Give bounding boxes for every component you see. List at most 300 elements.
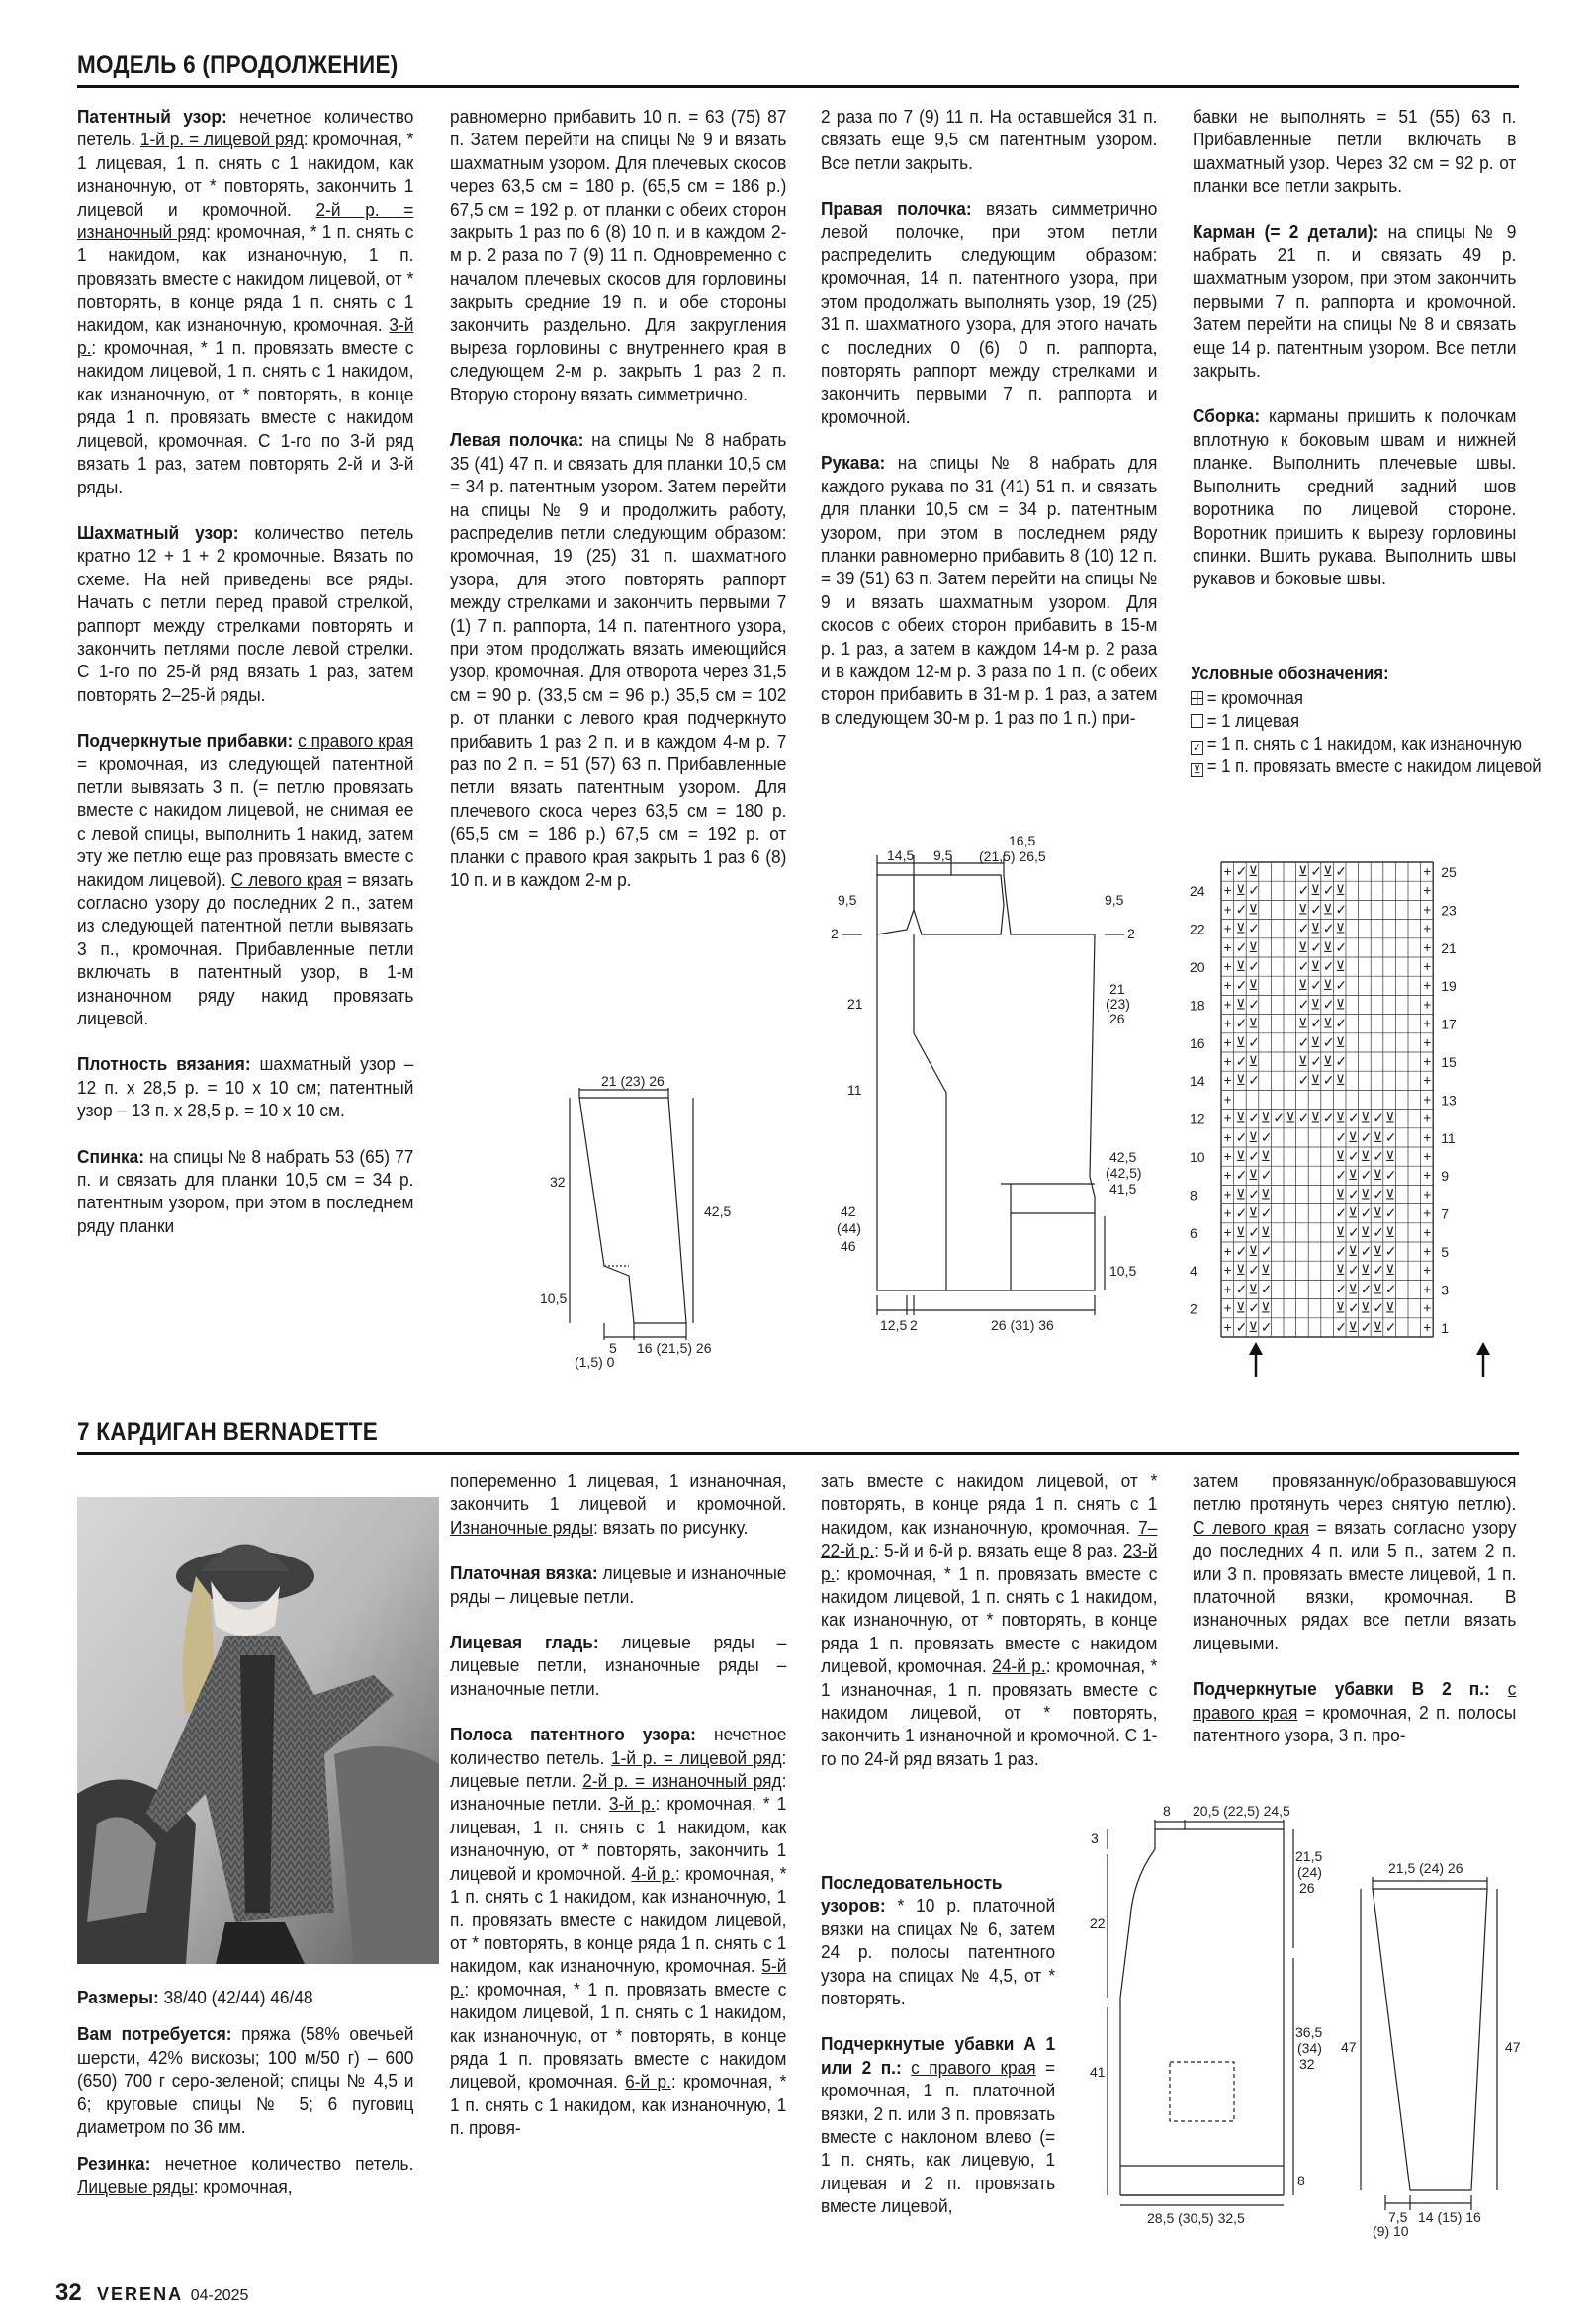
chart-edge-symbol: + [1423,1148,1432,1164]
sleeve1-bottom-b: 16 (21,5) 26 [637,1340,712,1356]
chart-stitch-symbol: ⊻ [1235,1148,1246,1164]
chart-stitch-symbol: ⊻ [1360,1110,1371,1126]
chart-row-label-right: 17 [1441,1016,1457,1032]
chart-stitch-symbol: ✓ [1260,1167,1273,1184]
chart-stitch-symbol: ⊻ [1373,1128,1383,1145]
chart-stitch-symbol: ✓ [1348,1186,1360,1202]
chart-stitch-symbol: ⊻ [1322,901,1334,918]
chart-edge-symbol: + [1223,938,1232,955]
front-r9: 10,5 [1109,1263,1137,1279]
chart-stitch-symbol: ⊻ [1360,1299,1371,1316]
chart-stitch-symbol: ⊻ [1248,1204,1259,1221]
chart-stitch-symbol: ⊻ [1384,1223,1396,1240]
chart-stitch-symbol: ✓ [1360,1167,1373,1184]
chart-stitch-symbol: ⊻ [1335,1299,1346,1316]
edge-stitch-icon [1191,691,1203,705]
chart-stitch-symbol: ✓ [1297,958,1310,974]
chart-row-label-right: 23 [1441,902,1457,919]
legend-item-slip: ✓ = 1 п. снять с 1 накидом, как изнаночную [1191,733,1542,756]
cs-left: 47 [1341,2039,1357,2055]
chart-stitch-symbol: ⊻ [1373,1281,1383,1297]
page-number: 32 [55,2279,82,2306]
front-t2: 9,5 [933,847,953,863]
chart-edge-symbol: + [1223,901,1232,918]
chart-stitch-symbol: ✓ [1348,1148,1360,1164]
cardigan-sleeve-schematic [1341,1859,1578,2255]
front-b2: 2 [910,1317,918,1333]
chart-stitch-symbol: ✓ [1348,1110,1360,1126]
chart-stitch-symbol: ✓ [1248,1110,1260,1126]
chart-edge-symbol: + [1423,901,1432,918]
chart-stitch-symbol: ⊻ [1297,901,1308,918]
sleeve1-right-label: 42,5 [704,1203,732,1219]
s2-column-2: попеременно 1 лицевая, 1 изнаночная, закончить 1 лицевой и кромочной. Изнаночные ряды: вязать по рисунку. Платочная вязка: лицевые и изнаночные ряды – лицевые петли. Лицевая гладь: лицевые ряды – лицевые петли, изнаночные ряды – изнаночные петли. Полоса патентного узора: нечетное количество петель. 1-й р. = лицевой ряд: лицевые петли. 2-й р. = изнаночный ряд: изнаночные петли. 3-й р.: кромочная, * 1 лицевая, 1 п. снять с 1 накидом, как изнаночную, от * повторять, закончить 1 лицевой и кромочной. 4-й р.: кромочная, * 1 п. снять с 1 накидом, как изнаночную, 1 п. провязать вместе с накидом лицевой, от * повторять, в конце ряда 1 п. снять с 1 накидом, как изнаночную, кромочная. 5-й р.: кромочная, * 1 п. провязать вместе с накидом лицевой, 1 п. снять с 1 накидом, как изнаночную, от * повторять, в конце ряда 1 п. провязать вместе с накидом лицевой, кромочная. 6-й р.: кромочная, * 1 п. снять с 1 накидом, как изнаночную, 1 п. провя- [450,1470,787,2139]
cf-r2: (24) [1297,1864,1322,1880]
s2-column-3-top: зать вместе с накидом лицевой, от * повторять, в конце ряда 1 п. снять с 1 накидом, как изнаночную, кромочная. 7–22-й р.: 5-й и 6-й р. вязать еще 8 раз. 23-й р.: кромочная, * 1 п. провязать вместе с накидом лицевой, 1 п. снять с 1 накидом, как изнаночную, от * повторять, в конце ряда 1 п. провязать вместе с накидом лицевой, кромочная. 24-й р.: кромочная, * 1 изнаночная, 1 п. провязать вместе с накидом лицевой, от * повторять, закончить 1 изнаночной и кромочной. С 1-го по 24-й ряд вязать 1 раз. [821,1470,1158,1769]
chart-stitch-symbol: ⊻ [1260,1262,1272,1279]
chart-stitch-symbol: ⊻ [1310,920,1321,936]
chart-stitch-symbol: ✓ [1248,1033,1260,1050]
chart-edge-symbol: + [1223,1204,1232,1221]
chart-stitch-symbol: ⊻ [1348,1167,1359,1184]
cf-r3: 26 [1299,1880,1315,1896]
chart-stitch-symbol: ⊻ [1348,1128,1359,1145]
chart-stitch-symbol: ⊻ [1248,938,1259,955]
chart-stitch-symbol: ✓ [1335,1167,1348,1184]
section2-rule [77,1452,1519,1455]
chart-stitch-symbol: ⊻ [1348,1243,1359,1259]
chart-stitch-symbol: ✓ [1297,996,1310,1013]
sleeve1-bottom-c: (1,5) 0 [575,1354,615,1370]
chart-stitch-symbol: ⊻ [1373,1204,1383,1221]
chart-edge-symbol: + [1223,1281,1232,1297]
front-r6: 42,5 [1109,1149,1137,1165]
chart-stitch-symbol: ⊻ [1297,1015,1308,1031]
chart-stitch-symbol: ⊻ [1260,1186,1272,1202]
chart-stitch-symbol: ⊻ [1373,1318,1383,1335]
chart-stitch-symbol: ⊻ [1260,1299,1272,1316]
cf-t1: 8 [1163,1803,1171,1819]
front-l7: 46 [841,1238,856,1254]
issue: 04-2025 [190,2287,249,2304]
chart-stitch-symbol: ⊻ [1235,1110,1246,1126]
chart-stitch-symbol: ✓ [1335,938,1348,955]
chart-stitch-symbol: ✓ [1235,1167,1248,1184]
chart-stitch-symbol: ⊻ [1260,1223,1272,1240]
cf-r7: 8 [1297,2173,1305,2188]
front-t4: (21,5) 26,5 [979,848,1046,864]
cf-b1: 28,5 (30,5) 32,5 [1147,2210,1245,2226]
front-r1: 9,5 [1105,892,1124,908]
chart-stitch-symbol: ✓ [1322,1033,1335,1050]
chart-stitch-symbol: ✓ [1335,1015,1348,1031]
arrow-head-1 [1249,1342,1263,1355]
chart-stitch-symbol: ✓ [1260,1243,1273,1259]
chart-edge-symbol: + [1423,1204,1432,1221]
chart-edge-symbol: + [1423,1318,1432,1335]
chart-stitch-symbol: ⊻ [1248,1318,1259,1335]
chart-stitch-symbol: ✓ [1235,1204,1248,1221]
chart-stitch-symbol: ⊻ [1373,1243,1383,1259]
chart-edge-symbol: + [1223,1091,1232,1108]
front-l2: 2 [831,926,839,941]
cs-b1: 7,5 [1388,2209,1408,2225]
chart-stitch-symbol: ⊻ [1322,1053,1334,1069]
chart-stitch-symbol: ✓ [1235,1243,1248,1259]
chart-stitch-symbol: ⊻ [1310,882,1321,899]
page-footer [55,2279,248,2307]
chart-edge-symbol: + [1223,1243,1232,1259]
cf-l1: 3 [1091,1830,1099,1846]
chart-edge-symbol: + [1223,1223,1232,1240]
chart-stitch-symbol: ✓ [1310,1015,1322,1031]
chart-stitch-symbol: ✓ [1322,1110,1335,1126]
chart-stitch-symbol: ⊻ [1248,901,1259,918]
chart-stitch-symbol: ⊻ [1335,920,1346,936]
chart-edge-symbol: + [1423,863,1432,879]
chart-stitch-symbol: ⊻ [1235,920,1246,936]
chart-stitch-symbol: ✓ [1248,882,1260,899]
cs-top: 21,5 (24) 26 [1388,1860,1463,1876]
cardigan-front-schematic [1086,1800,1323,2255]
chart-stitch-symbol: ✓ [1335,1128,1348,1145]
chart-stitch-symbol: ⊻ [1322,938,1334,955]
legend-item-knit: = 1 лицевая [1191,710,1542,733]
chart-edge-symbol: + [1423,1281,1432,1297]
cf-l3: 41 [1090,2064,1106,2080]
chart-stitch-symbol: ⊻ [1384,1186,1396,1202]
cs-b2: (9) 10 [1373,2223,1409,2239]
chart-stitch-symbol: ⊻ [1335,1186,1346,1202]
chart-stitch-symbol: ✓ [1335,863,1348,879]
chart-row-label-right: 7 [1441,1205,1449,1222]
chart-stitch-symbol: ⊻ [1335,1262,1346,1279]
chart-edge-symbol: + [1223,882,1232,899]
chart-row-label-right: 25 [1441,864,1457,880]
chart-edge-symbol: + [1423,882,1432,899]
chart-stitch-symbol: ✓ [1360,1204,1373,1221]
cf-r5: (34) [1297,2040,1322,2056]
chart-stitch-symbol: ✓ [1373,1186,1384,1202]
front-r7: (42,5) [1106,1165,1142,1181]
chart-edge-symbol: + [1423,1053,1432,1069]
chart-stitch-symbol: ✓ [1335,1243,1348,1259]
chart-stitch-symbol: ⊻ [1348,1318,1359,1335]
chart-stitch-symbol: ✓ [1348,1299,1360,1316]
chart-stitch-symbol: ⊻ [1297,863,1308,879]
chart-stitch-symbol: ✓ [1373,1299,1384,1316]
chart-edge-symbol: + [1423,1262,1432,1279]
chart-edge-symbol: + [1223,1015,1232,1031]
chart-stitch-symbol: ⊻ [1235,996,1246,1013]
column-1: Патентный узор: нечетное количество петель. 1-й р. = лицевой ряд: кромочная, * 1 лицевая, 1 п. снять с 1 накидом, как изнаночную, от * повторять, закончить 1 лицевой и кромочной. 2-й р. = изнаночный ряд: кромочная, * 1 п. снять с 1 накидом, как изнаночную, 1 п. провязать вместе с накидом лицевой, от * повторять, в конце ряда 1 п. снять с 1 накидом, как изнаночную, кромочная. 3-й р.: кромочная, * 1 п. провязать вместе с накидом лицевой, 1 п. снять с 1 накидом, как изнаночную, от * повторять, в конце ряда 1 п. провязать вместе с накидом лицевой, кромочная. С 1-го по 3-й ряд вязать 1 раз, затем повторять 2-й и 3-й ряды. Шахматный узор: количество петель кратно 12 + 1 + 2 кромочные. Вязать по схеме. На ней приведены все ряды. Начать с петли перед правой стрелкой, раппорт между стрелками повторять и закончить петлями после левой стрелки. С 1-го по 25-й ряд вязать 1 раз, затем повторять 2–25-й ряды. Подчеркнутые прибавки: с правого края = кромочная, из следующей патентной петли вывязать 3 п. (= петлю провязать вместе с накидом лицевой, не снимая ее с левой спицы, выполнить 1 накид, затем эту же петлю еще раз провязать вместе с накидом лицевой). С левого края = вязать согласно узору до последних 2 п., затем из следующей патентной петли вывязать 3 п., кромочная. Прибавленные петли включать в патентный узор, в 1-м изнаночном ряду накид провязать лицевой. Плотность вязания: шахматный узор – 12 п. х 28,5 р. = 10 х 10 см; патентный узор – 13 п. х 28,5 р. = 10 х 10 см. Спинка: на спицы № 8 набрать 53 (65) 77 п. и связать для планки 10,5 см = 34 р. патентным узором, при этом в последнем ряду планки [77,106,414,1236]
chart-stitch-symbol: ⊻ [1384,1110,1396,1126]
model-photo [77,1497,439,1964]
chart-edge-symbol: + [1223,1128,1232,1145]
chart-stitch-symbol: ✓ [1310,1053,1322,1069]
chart-row-label-right: 5 [1441,1244,1449,1260]
chart-stitch-symbol: ✓ [1273,1110,1286,1126]
chart-row-label-left: 4 [1190,1263,1197,1280]
chart-stitch-symbol: ⊻ [1248,1128,1259,1145]
chart-stitch-symbol: ⊻ [1248,1281,1259,1297]
knit-together-icon: ⊻ [1191,763,1203,777]
legend-item-edge: = кромочная [1191,687,1542,710]
chart-stitch-symbol: ✓ [1360,1281,1373,1297]
chart-row-label-left: 16 [1190,1034,1205,1051]
chart-stitch-symbol: ✓ [1322,996,1335,1013]
chart-stitch-symbol: ✓ [1322,1072,1335,1089]
chart-stitch-symbol: ✓ [1384,1204,1397,1221]
front-r4: (23) [1106,996,1130,1012]
chart-edge-symbol: + [1223,1033,1232,1050]
sleeve1-top-label: 21 (23) 26 [601,1073,665,1089]
front-t1: 14,5 [887,847,915,863]
chart-stitch-symbol: ✓ [1322,882,1335,899]
chart-stitch-symbol: ⊻ [1297,977,1308,994]
chart-stitch-symbol: ⊻ [1248,863,1259,879]
chart-stitch-symbol: ✓ [1360,1318,1373,1335]
chart-stitch-symbol: ✓ [1235,863,1248,879]
chart-stitch-symbol: ✓ [1235,901,1248,918]
chart-stitch-symbol: ✓ [1335,1053,1348,1069]
chart-stitch-symbol: ⊻ [1310,1110,1321,1126]
chart-stitch-symbol: ⊻ [1310,1033,1321,1050]
chart-stitch-symbol: ⊻ [1248,977,1259,994]
chart-edge-symbol: + [1223,1167,1232,1184]
chart-edge-symbol: + [1423,1091,1432,1108]
chart-stitch-symbol: ✓ [1297,882,1310,899]
chart-edge-symbol: + [1223,958,1232,974]
chart-row-label-left: 24 [1190,883,1205,900]
chart-row-label-right: 13 [1441,1092,1457,1109]
chart-row-label-left: 10 [1190,1149,1205,1165]
chart-stitch-symbol: ⊻ [1322,977,1334,994]
chart-stitch-symbol: ⊻ [1384,1262,1396,1279]
chart-stitch-symbol: ⊻ [1286,1110,1296,1126]
front-r5: 26 [1109,1011,1125,1026]
section-title-model6: МОДЕЛЬ 6 (ПРОДОЛЖЕНИЕ) [77,51,399,79]
chart-stitch-symbol: ✓ [1248,1262,1260,1279]
chart-edge-symbol: + [1423,958,1432,974]
chart-edge-symbol: + [1223,1318,1232,1335]
chart-stitch-symbol: ⊻ [1335,882,1346,899]
chart-stitch-symbol: ✓ [1335,1318,1348,1335]
chart-stitch-symbol: ⊻ [1235,1072,1246,1089]
chart-stitch-symbol: ⊻ [1248,1243,1259,1259]
chart-stitch-symbol: ✓ [1248,958,1260,974]
chart-row-label-right: 9 [1441,1168,1449,1185]
chart-stitch-symbol: ⊻ [1235,1223,1246,1240]
chart-stitch-symbol: ⊻ [1310,958,1321,974]
chart-edge-symbol: + [1223,1262,1232,1279]
chart-stitch-symbol: ⊻ [1310,1072,1321,1089]
chart-row-label-left: 12 [1190,1111,1205,1127]
column-4: бавки не выполнять = 51 (55) 63 п. Прибавленные петли включать в шахматный узор. Через 32 см = 92 р. от планки все петли закрыть. Карман (= 2 детали): на спицы № 9 набрать 21 п. и связать 49 р. шахматным узором, при этом закончить первыми 7 п. раппорта и кромочной. Затем перейти на спицы № 8 и связать еще 14 р. патентным узором. Все петли закрыть. Сборка: карманы пришить к полочкам вплотную к боковым швам и нижней планке. Выполнить плечевые швы. Выполнить средний задний шов воротника по лицевой стороне. Воротник пришить к вырезу горловины спинки. Вшить рукава. Выполнить швы рукавов и боковые швы. [1193,106,1517,589]
chart-edge-symbol: + [1423,920,1432,936]
chart-row-label-left: 14 [1190,1073,1205,1090]
chart-stitch-symbol: ⊻ [1360,1223,1371,1240]
chart-stitch-symbol: ✓ [1360,1243,1373,1259]
chart-stitch-symbol: ✓ [1248,1223,1260,1240]
chart-stitch-symbol: ✓ [1260,1128,1273,1145]
front-l3: 21 [847,996,863,1012]
chart-stitch-symbol: ✓ [1260,1204,1273,1221]
front-r8: 41,5 [1109,1181,1137,1197]
chart-edge-symbol: + [1223,1299,1232,1316]
chart-stitch-symbol: ⊻ [1235,1033,1246,1050]
chart-edge-symbol: + [1223,1053,1232,1069]
chart-stitch-symbol: ⊻ [1322,1015,1334,1031]
chart-stitch-symbol: ⊻ [1360,1262,1371,1279]
chart-edge-symbol: + [1423,996,1432,1013]
slip-stitch-icon: ✓ [1191,741,1203,755]
front-l5: 42 [841,1203,856,1219]
chart-stitch-symbol: ✓ [1384,1281,1397,1297]
chart-edge-symbol: + [1423,1072,1432,1089]
cf-r6: 32 [1299,2056,1315,2072]
chart-stitch-symbol: ✓ [1322,920,1335,936]
chart-stitch-symbol: ⊻ [1335,1033,1346,1050]
chart-edge-symbol: + [1423,1243,1432,1259]
s2-column-3-bottom: Последовательность узоров: * 10 р. платочной вязки на спицах № 6, затем 24 р. полосы патентного узора на спицах № 4,5, от * повторять. Подчеркнутые убавки А 1 или 2 п.: с правого края = кромочная, 1 п. платочной вязки, 2 п. или 3 п. провязать вместе с наклоном влево (= 1 п. снять, как лицевую, 1 лицевая и 2 п. провязать вместе лицевой, [821,1872,1056,2217]
legend-item-knit-together: ⊻ = 1 п. провязать вместе с накидом лицевой [1191,756,1542,778]
chart-row-label-left: 2 [1190,1300,1197,1317]
chart-stitch-symbol: ⊻ [1260,1110,1272,1126]
chart-stitch-symbol: ⊻ [1297,1053,1308,1069]
cs-right: 47 [1505,2039,1521,2055]
chart-edge-symbol: + [1423,1167,1432,1184]
chart-stitch-symbol: ✓ [1384,1318,1397,1335]
sleeve1-left-label: 32 [550,1174,566,1190]
chart-stitch-symbol: ✓ [1384,1243,1397,1259]
front-r2: 2 [1127,926,1135,941]
front-b3: 26 (31) 36 [991,1317,1054,1333]
front-t3: 16,5 [1009,833,1036,848]
chart-stitch-symbol: ✓ [1384,1167,1397,1184]
chart-stitch-symbol: ✓ [1335,1204,1348,1221]
chart-edge-symbol: + [1223,1186,1232,1202]
chart-stitch-symbol: ✓ [1348,1223,1360,1240]
chart-stitch-symbol: ✓ [1310,863,1322,879]
cf-r1: 21,5 [1295,1848,1323,1864]
chart-edge-symbol: + [1223,920,1232,936]
chart-stitch-symbol: ✓ [1310,901,1322,918]
chart-stitch-symbol: ✓ [1335,977,1348,994]
chart-row-label-right: 11 [1441,1129,1456,1146]
chart-stitch-symbol: ✓ [1373,1223,1384,1240]
chart-edge-symbol: + [1423,1186,1432,1202]
chart-row-label-left: 18 [1190,997,1205,1014]
chart-stitch-symbol: ✓ [1335,901,1348,918]
chart-stitch-symbol: ⊻ [1335,1072,1346,1089]
sleeve-schematic-1 [540,1073,797,1370]
chart-stitch-symbol: ✓ [1310,938,1322,955]
chart-stitch-symbol: ⊻ [1384,1299,1396,1316]
front-r3: 21 [1109,981,1125,997]
chart-edge-symbol: + [1423,1223,1432,1240]
chart-stitch-symbol: ✓ [1297,1072,1310,1089]
chart-stitch-symbol: ✓ [1348,1262,1360,1279]
chart-edge-symbol: + [1223,1072,1232,1089]
title-rule [77,85,1519,88]
chart-stitch-symbol: ⊻ [1235,1262,1246,1279]
chart-stitch-symbol: ✓ [1235,1281,1248,1297]
column-3: 2 раза по 7 (9) 11 п. На оставшейся 31 п. связать еще 9,5 см патентным узором. Все петли закрыть. Правая полочка: вязать симметрично левой полочке, при этом петли распределить следующим образом: кромочная, 14 п. патентного узора, при этом продолжать выполнять узор, 19 (25) 31 п. шахматного узора, для этого начать с последних 0 (6) 0 п. раппорта, повторять раппорт между стрелками и закончить первыми 7 п. раппорта и кромочной. Рукава: на спицы № 8 набрать для каждого рукава по 31 (41) 51 п. и связать для планки 10,5 см = 34 р. патентным узором, при этом в последнем ряду планки равномерно прибавить 8 (10) 12 п. = 39 (51) 63 п. Затем перейти на спицы № 9 и вязать шахматным узором. Для скосов с обеих сторон прибавить в 15-м р. 1 раз, а затем в каждом 14-м р. 2 раза и в каждом 12-м р. 3 раза по 1 п. (с обеих сторон прибавить в 31-м р. 1 раз, а затем в следующем 30-м р. 1 раз по 1 п.) при- [821,106,1158,728]
chart-stitch-symbol: ⊻ [1297,938,1308,955]
chart-stitch-symbol: ✓ [1322,958,1335,974]
chart-stitch-symbol: ✓ [1297,1033,1310,1050]
chart-stitch-symbol: ✓ [1260,1318,1273,1335]
chart-stitch-symbol: ⊻ [1335,1110,1346,1126]
chart-edge-symbol: + [1423,1299,1432,1316]
chart-edge-symbol: + [1423,1128,1432,1145]
chart-stitch-symbol: ✓ [1297,1110,1310,1126]
chart-stitch-symbol: ✓ [1248,1148,1260,1164]
front-l1: 9,5 [838,892,857,908]
chart-stitch-symbol: ⊻ [1373,1167,1383,1184]
knit-stitch-icon [1191,714,1203,728]
legend [1191,663,1542,778]
chart-stitch-symbol: ✓ [1248,1186,1260,1202]
chart-stitch-symbol: ✓ [1235,1015,1248,1031]
chart-row-label-right: 1 [1441,1319,1449,1336]
cf-r4: 36,5 [1295,2024,1323,2040]
chart-stitch-symbol: ✓ [1260,1281,1273,1297]
chart-edge-symbol: + [1423,1110,1432,1126]
chart-stitch-symbol: ✓ [1310,977,1322,994]
chart-edge-symbol: + [1223,1110,1232,1126]
chart-row-label-right: 19 [1441,978,1457,995]
chart-stitch-symbol: ✓ [1235,1318,1248,1335]
chart-stitch-symbol: ✓ [1373,1262,1384,1279]
chart-row-label-left: 20 [1190,959,1205,975]
chart-stitch-symbol: ⊻ [1235,1186,1246,1202]
sleeve1-cuff-label: 10,5 [540,1290,568,1306]
front-l6: (44) [837,1220,861,1236]
chart-edge-symbol: + [1423,938,1432,955]
chart-stitch-symbol: ✓ [1335,1281,1348,1297]
chart-edge-symbol: + [1223,996,1232,1013]
cf-t2: 20,5 (22,5) 24,5 [1193,1803,1290,1819]
section-title-cardigan: 7 КАРДИГАН BERNADETTE [77,1418,379,1446]
chart-stitch-symbol: ⊻ [1248,1015,1259,1031]
chart-stitch-symbol: ✓ [1248,920,1260,936]
chart-row-label-left: 8 [1190,1187,1197,1203]
chart-stitch-symbol: ⊻ [1248,1167,1259,1184]
chart-row-label-right: 21 [1441,939,1457,956]
chart-stitch-symbol: ⊻ [1360,1148,1371,1164]
chart-stitch-symbol: ✓ [1235,977,1248,994]
sizes-block: Размеры: 38/40 (42/44) 46/48 Вам потребуется: пряжа (58% овечьей шерсти, 42% вискозы; 100 м/50 г) – 600 (650) 700 г серо-зеленой; спицы № 4,5 и 6; круговые спицы № 5; 6 пуговиц диаметром по 36 мм. Резинка: нечетное количество петель. Лицевые ряды: кромочная, [77,1987,414,2197]
chart-stitch-symbol: ⊻ [1248,1053,1259,1069]
chart-edge-symbol: + [1423,977,1432,994]
chart-stitch-symbol: ✓ [1384,1128,1397,1145]
chart-stitch-symbol: ✓ [1235,1053,1248,1069]
chart-stitch-symbol: ⊻ [1322,863,1334,879]
chart-stitch-symbol: ⊻ [1335,996,1346,1013]
stitch-chart [1182,852,1538,1386]
chart-edge-symbol: + [1223,977,1232,994]
chart-stitch-symbol: ⊻ [1235,958,1246,974]
cs-b3: 14 (15) 16 [1418,2209,1481,2225]
chart-edge-symbol: + [1423,1015,1432,1031]
chart-edge-symbol: + [1223,1148,1232,1164]
front-l4: 11 [847,1082,862,1098]
chart-stitch-symbol: ⊻ [1335,1223,1346,1240]
chart-edge-symbol: + [1223,863,1232,879]
s2-column-4: затем провязанную/образовавшуюся петлю протянуть через снятую петлю). С левого края = вязать согласно узору до последних 4 п. или 5 п., затем 2 п. или 3 п. провязать вместе лицевой, 1 п. платочной вязки, кромочная. В изнаночных рядах все петли вязать лицевыми. Подчеркнутые убавки В 2 п.: с правого края = кромочная, 2 п. полосы патентного узора, 3 п. про- [1193,1470,1517,1746]
